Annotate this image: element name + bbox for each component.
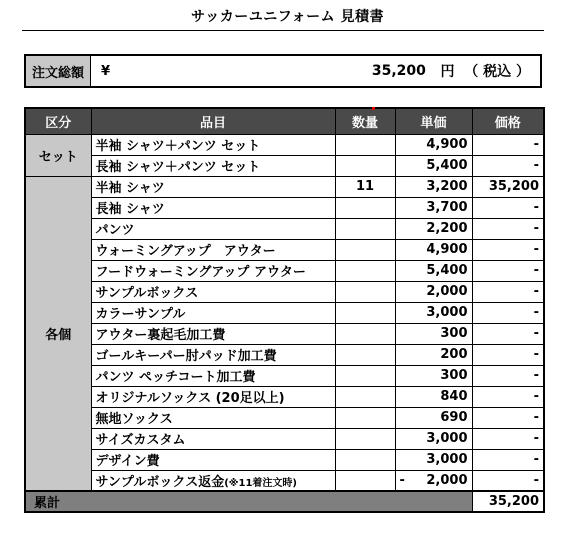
header-unit-price: 単価 (395, 108, 472, 134)
refund-item-note: (※11着注文時) (224, 477, 297, 489)
table-row (25, 323, 544, 344)
price-cell: - (472, 449, 544, 470)
unit-price-cell: 4,900 (395, 134, 472, 155)
total-label: 累計 (25, 491, 472, 512)
price-cell: - (472, 344, 544, 365)
qty-cell[interactable] (335, 239, 395, 260)
item-cell: パンツ (91, 218, 335, 239)
table-row (25, 260, 544, 281)
table-row (25, 428, 544, 449)
unit-price-cell: 200 (395, 344, 472, 365)
price-cell: - (472, 155, 544, 176)
price-cell: - (472, 260, 544, 281)
qty-cell[interactable] (335, 428, 395, 449)
unit-price-cell: 2,000 (395, 281, 472, 302)
unit-price-cell: 300 (395, 365, 472, 386)
unit-price-cell: 5,400 (395, 155, 472, 176)
table-row (25, 470, 544, 491)
currency-symbol: ¥ (101, 63, 111, 79)
price-cell: 35,200 (472, 176, 544, 197)
unit-price-cell: 690 (395, 407, 472, 428)
total-value: 35,200 (472, 491, 544, 512)
qty-cell[interactable] (335, 155, 395, 176)
unit-price-cell (395, 470, 472, 491)
document-title: サッカーユニフォーム 見積書 (191, 9, 384, 25)
qty-cell[interactable] (335, 302, 395, 323)
item-cell (91, 470, 335, 491)
table-row (25, 386, 544, 407)
table-row (25, 281, 544, 302)
item-cell: ゴールキーパー肘パッド加工費 (91, 344, 335, 365)
quote-table-body (25, 134, 544, 512)
unit-price-cell: 5,400 (395, 260, 472, 281)
item-cell: オリジナルソックス (20足以上) (91, 386, 335, 407)
item-cell: 長袖 シャツ＋パンツ セット (91, 155, 335, 176)
header-item: 品目 (91, 108, 335, 134)
comment-indicator (372, 107, 375, 110)
category-cell: セット (25, 134, 91, 176)
item-cell: サイズカスタム (91, 428, 335, 449)
price-cell: - (472, 470, 544, 491)
order-total-label: 注文総額 (26, 56, 91, 86)
unit-price-cell: 3,700 (395, 197, 472, 218)
qty-cell[interactable] (335, 386, 395, 407)
qty-cell[interactable] (335, 218, 395, 239)
order-total-unit: 円 (440, 64, 455, 80)
qty-cell[interactable] (335, 344, 395, 365)
tax-note: （ 税込 ） (464, 64, 530, 80)
item-cell: 半袖 シャツ (91, 176, 335, 197)
qty-cell[interactable] (335, 449, 395, 470)
refund-unit-price: 2,000 (426, 472, 468, 488)
unit-price-cell: 3,000 (395, 449, 472, 470)
price-cell: - (472, 239, 544, 260)
qty-cell[interactable]: 11 (335, 176, 395, 197)
qty-cell[interactable] (335, 407, 395, 428)
qty-cell[interactable] (335, 365, 395, 386)
price-cell: - (472, 323, 544, 344)
price-cell: - (472, 218, 544, 239)
total-row (25, 491, 544, 512)
table-row (25, 176, 544, 197)
item-cell: 長袖 シャツ (91, 197, 335, 218)
table-row (25, 239, 544, 260)
qty-cell[interactable] (335, 134, 395, 155)
item-cell: フードウォーミングアップ アウター (91, 260, 335, 281)
table-row (25, 449, 544, 470)
quote-table (24, 107, 545, 513)
item-cell: ウォーミングアップ アウター (91, 239, 335, 260)
unit-price-cell: 3,000 (395, 302, 472, 323)
price-cell: - (472, 365, 544, 386)
qty-cell[interactable] (335, 197, 395, 218)
price-cell: - (472, 197, 544, 218)
negative-sign: - (399, 472, 405, 488)
price-cell: - (472, 281, 544, 302)
table-row (25, 197, 544, 218)
item-cell: デザイン費 (91, 449, 335, 470)
unit-price-cell: 300 (395, 323, 472, 344)
order-total-amount (372, 56, 540, 86)
unit-price-cell: 3,000 (395, 428, 472, 449)
qty-cell[interactable] (335, 470, 395, 491)
price-cell: - (472, 407, 544, 428)
table-row (25, 155, 544, 176)
header-price: 価格 (472, 108, 544, 134)
table-row (25, 218, 544, 239)
unit-price-cell: 840 (395, 386, 472, 407)
table-row (25, 302, 544, 323)
unit-price-cell: 4,900 (395, 239, 472, 260)
refund-item-label: サンプルボックス返金 (95, 474, 225, 490)
header-category: 区分 (25, 108, 91, 134)
item-cell: カラーサンプル (91, 302, 335, 323)
table-row (25, 365, 544, 386)
qty-cell[interactable] (335, 260, 395, 281)
item-cell: アウター裏起毛加工費 (91, 323, 335, 344)
price-cell: - (472, 134, 544, 155)
qty-cell[interactable] (335, 323, 395, 344)
item-cell: サンプルボックス (91, 281, 335, 302)
order-total-box (24, 54, 542, 88)
price-cell: - (472, 302, 544, 323)
table-row (25, 407, 544, 428)
table-row (25, 344, 544, 365)
header-qty: 数量 (335, 108, 395, 134)
order-total-value: 35,200 (371, 63, 426, 79)
price-cell: - (472, 428, 544, 449)
unit-price-cell: 2,200 (395, 218, 472, 239)
item-cell: パンツ ペッチコート加工費 (91, 365, 335, 386)
unit-price-cell: 3,200 (395, 176, 472, 197)
title-underline (22, 30, 544, 31)
item-cell: 半袖 シャツ＋パンツ セット (91, 134, 335, 155)
table-header-row (25, 108, 544, 134)
category-cell: 各個 (25, 176, 91, 491)
table-row (25, 134, 544, 155)
price-cell: - (472, 386, 544, 407)
item-cell: 無地ソックス (91, 407, 335, 428)
qty-cell[interactable] (335, 281, 395, 302)
